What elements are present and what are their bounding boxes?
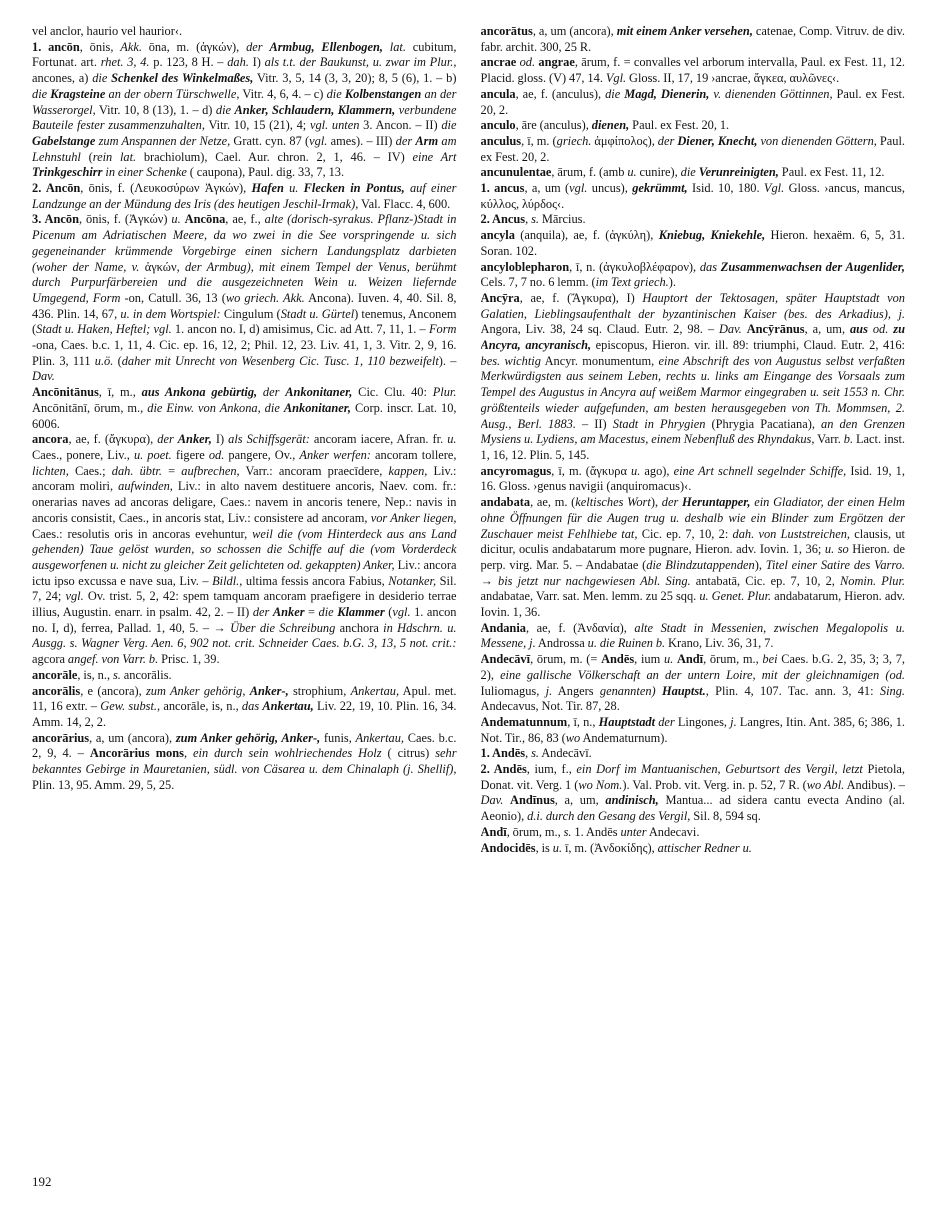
entry-ancorale: ancorāle, is, n., s. ancorālis. — [32, 667, 172, 682]
entry-anclo-continuation: vel anclor, haurio vel haurior‹. — [32, 24, 183, 38]
entry-ancyloblepharon: ancyloblepharon, ī, n. (ἀγκυλοβλέφαρον), das Zusammenwachsen der Augenlider, Cels. 7, 7 no. 6 lemm. (im Text griech.). — [480, 259, 905, 290]
entry-andi: Andī, ōrum, m., s. 1. Andēs unter Andecavi. — [480, 824, 700, 839]
entry-andecavi: Andecāvī, ōrum, m. (= Andēs, ium u. Andī, ōrum, m., bei Caes. b.G. 2, 35, 3; 3, 7, 2), eine gallische Völkerschaft an der untern Loire, mit der gleichnamigen (od. Iuliomagus, j. Angers genannten) Hauptst., Plin. 4, 107. Tac. ann. 3, 41: Sing. Andecavus, Not. Tir. 87, 28. — [480, 652, 905, 714]
entry-ancus-1: 1. ancus, a, um (vgl. uncus), gekrümmt, Isid. 10, 180. Vgl. Gloss. ›ancus, mancus, κύλλος, λύρδος‹. — [480, 181, 905, 211]
entry-andabata: andabata, ae, m. (keltisches Wort), der Heruntapper, ein Gladiator, der einen Helm ohne Öffnungen für die Augen trug u. deshalb wie ein Blinder zum Ergötzen der Zuschauer meist Fehlhiebe tat, Cic. ep. 7, 10, 2: dah. von Luststreichen, clausis, ut dicitur, oculis andabatarum more pugnare, Hieron. adv. Iovin. 1, 36; u. so Hieron. de perp. virg. Mar. 5. – Andabatae (die Blindzutappenden), Titel einer Satire des Varro. → bis jetzt nur nachgewiesen Abl. Sing. antabatā, Cic. ep. 7, 10, 2, Nomin. Plur. andabatae, Varr. sat. Men. lemm. zu 25 sqq. u. Genet. Plur. andabatarum, Hieron. adv. Iovin. 1, 36. — [480, 495, 905, 620]
entry-andes-1: 1. Andēs, s. Andecāvī. — [480, 746, 592, 761]
entry-andania: Andania, ae, f. (Ἀνδανία), alte Stadt in Messenien, zwischen Megalopolis u. Messene, j. Androssa u. die Ruinen b. Krano, Liv. 36, 31, 7. — [480, 620, 905, 651]
entry-anculo: anculo, āre (anculus), dienen, Paul. ex Fest. 20, 1. — [480, 118, 730, 133]
entry-ancoralis: ancorālis, e (ancora), zum Anker gehörig, Anker-, strophium, Ankertau, Apul. met. 11, 16 extr. – Gew. subst., ancorāle, is, n., das Ankertau, Liv. 22, 19, 10. Plin. 16, 34. Amm. 14, 2, 2. — [32, 683, 457, 729]
entry-ancora: ancora, ae, f. (ἄγκυρα), der Anker, I) als Schiffsgerät: ancoram iacere, Afran. fr. u. Caes., ponere, Liv., u. poet. figere od. pangere, Ov., Anker werfen: ancoram tollere, lichten, Caes.; dah. übtr. = aufbrechen, Varr.: ancoram praecīdere, kappen, Liv.: ancoram moliri, aufwinden, Liv.: in alto navem destituere ancoris, Naev. com. fr.: onerarias naves ad ancoras deligare, Caes.: navem in ancoris tenere, Nep.: navis in ancoris consistit, Caes., in ancoris stat, Liv.: consistere ad ancoram, vor Anker liegen, Caes.: resolutis oris in ancoras evehuntur, weil die (vom Hinterdeck aus ans Land gehenden) Taue gelöst wurden, so schossen die Schiffe auf die (vom Vorderdeck ausgeworfenen u. nicht zu gleicher Zeit gelichteten od. gekappten) Anker, Liv.: ancora ictu ipso excussa e nave sua, Liv. – Bildl., ultima fessis ancora Fabius, Notanker, Sil. 7, 24; vgl. Ov. trist. 5, 2, 42: spem tamquam ancoram praefigere in desiderio terrae illius, Augustin. enarr. in psalm. 42, 2. – II) der Anker = die Klammer (vgl. 1. ancon no. I, d), ferrea, Pallad. 1, 40, 5. – → Über die Schreibung anchora in Hdschrn. u. Ausgg. s. Wagner Verg. Aen. 6, 902 not. crit. Schneider Caes. b.G. 3, 13, 5 not. crit.: agcora angef. von Varr. b. Prisc. 1, 39. — [32, 432, 457, 667]
column-left — [32, 24, 457, 856]
entry-ancon-1: 1. ancōn, ōnis, Akk. ōna, m. (ἀγκών), der Armbug, Ellenbogen, lat. cubitum, Fortunat. art. rhet. 3, 4. p. 123, 8 H. – dah. I) als t.t. der Baukunst, u. zwar im Plur., ancones, a) die Schenkel des Winkelmaßes, Vitr. 3, 5, 14 (3, 3, 20); 8, 5 (6), 1. – b) die Kragsteine an der obern Türschwelle, Vitr. 4, 6, 4. – c) die Kolbenstangen an der Wasserorgel, Vitr. 10, 8 (13), 1. – d) die Anker, Schlaudern, Klammern, verbundene Bauteile fester zusammenzuhalten, Vitr. 10, 15 (21), 4; vgl. unten 3. Ancon. – II) die Gabelstange zum Anspannen der Netze, Gratt. cyn. 87 (vgl. ames). – III) der Arm am Lehnstuhl (rein lat. brachiolum), Cael. Aur. chron. 2, 1, 46. – IV) eine Art Trinkgeschirr in einer Schenke ( caupona), Paul. dig. 33, 7, 13. — [32, 39, 457, 180]
entry-ancula: ancula, ae, f. (anculus), die Magd, Dienerin, v. dienenden Göttinnen, Paul. ex Fest. 20, 2. — [480, 86, 905, 117]
entry-ancyla: ancyla (anquila), ae, f. (ἀγκύλη), Kniebug, Kniekehle, Hieron. hexaëm. 6, 5, 31. Soran. 102. — [480, 228, 905, 258]
entry-ancunulentae: ancunulentae, ārum, f. (amb u. cunire), die Verunreinigten, Paul. ex Fest. 11, 12. — [480, 165, 885, 180]
entry-andematunnum: Andematunnum, ī, n., Hauptstadt der Lingones, j. Langres, Itin. Ant. 385, 6; 386, 1. Not. Tir., 86, 83 (wo Andematurnum). — [480, 714, 905, 745]
page-number: 192 — [32, 1174, 52, 1189]
entry-ancyra: Ancȳra, ae, f. (Ἄγκυρα), I) Hauptort der Tektosagen, später Hauptstadt von Galatien, Lieblingsaufenthalt der byzantinischen Kaiser (bes. des Arkadius), j. Angora, Liv. 38, 24 sq. Claud. Eutr. 2, 98. – Dav. Ancȳrānus, a, um, aus od. zu Ancyra, ancyranisch, episcopus, Hieron. vir. ill. 89: triumphi, Claud. Eutr. 2, 416: bes. wichtig Ancyr. monumentum, eine Abschrift des von Augustus selbst verfaßten Merkwürdigsten aus seinem Leben, rechts u. links am Eingange des Vorsaals zum Tempel des Augustus in Ancyra auf weißem Marmor eingegraben u. seit 1553 n. Chr. größtenteils wieder aufgefunden, am besten herausgegeben von Th. Mommsen, 2. Ausg., Berl. 1883. – II) Stadt in Phrygien (Phrygia Pacatiana), an den Grenzen Mysiens u. Lydiens, am Macestus, einem Nebenfluß des Rhyndakus, Varr. b. Lact. inst. 1, 16, 12. Plin. 5, 145. — [480, 290, 905, 462]
entry-ancus-2: 2. Ancus, s. Mārcius. — [480, 212, 586, 227]
entry-ancyromagus: ancyromagus, ī, m. (ἄγκυρα u. ago), eine Art schnell segelnder Schiffe, Isid. 19, 1, 16. Gloss. ›genus navigii (anquiromacus)‹. — [480, 463, 905, 494]
entry-anconitanus: Ancōnitānus, ī, m., aus Ankona gebürtig, der Ankonitaner, Cic. Clu. 40: Plur. Ancōnitānī, ōrum, m., die Einw. von Ankona, die Ankonitaner, Corp. inscr. Lat. 10, 6006. — [32, 385, 457, 431]
entry-andes-2: 2. Andēs, ium, f., ein Dorf im Mantuanischen, Geburtsort des Vergil, letzt Pietola, Donat. vit. Verg. 1 (wo Nom.). Val. Prob. vit. Verg. in. p. 52, 7 R. (wo Abl. Andibus). – Dav. Andīnus, a, um, andinisch, Mantua... ad sidera cantu evecta Andino (al. Aeonio), d.i. durch den Gesang des Vergil, Sil. 8, 594 sq. — [480, 762, 905, 824]
entry-anculus: anculus, ī, m. (griech. ἀμφίπολος), der Diener, Knecht, von dienenden Göttern, Paul. ex Fest. 20, 2. — [480, 133, 905, 164]
column-right — [481, 24, 906, 856]
entry-ancorarius: ancorārius, a, um (ancora), zum Anker gehörig, Anker-, funis, Ankertau, Caes. b.c. 2, 9, 4. – Ancorārius mons, ein durch sein wohlriechendes Holz ( citrus) sehr bekanntes Gebirge in Mauretanien, südl. von Cäsarea u. dem Chinalaph (j. Shellif), Plin. 13, 95. Amm. 29, 5, 25. — [32, 730, 457, 792]
entry-ancoratus: ancorātus, a, um (ancora), mit einem Anker versehen, catenae, Comp. Vitruv. de div. fabr. archit. 300, 25 R. — [480, 24, 905, 54]
entry-ancrae: ancrae od. angrae, ārum, f. = convalles vel arborum intervalla, Paul. ex Fest. 11, 12. Placid. gloss. (V) 47, 14. Vgl. Gloss. II, 17, 19 ›ancrae, ἄγκεα, αυλῶνες‹. — [480, 55, 905, 86]
entry-andocides: Andocidēs, is u. ī, m. (Ἀνδοκίδης), attischer Redner u. — [480, 840, 752, 855]
entry-ancon-2: 2. Ancōn, ōnis, f. (Λευκοσύρων Ἀγκών), Hafen u. Flecken in Pontus, auf einer Landzunge an der Mündung des Iris (des heutigen Jeschil-Irmak), Val. Flacc. 4, 600. — [32, 181, 457, 211]
entry-ancon-3: 3. Ancōn, ōnis, f. (Ἀγκών) u. Ancōna, ae, f., alte (dorisch-syrakus. Pflanz-)Stadt in Picenum am Adriatischen Meere, da wo zwei in die See vorspringende u. sich gegeneinander krümmende Vorgebirge einen sichern Landungsplatz darbieten (woher der Name, v. ἀγκών, der Armbug), mit einem Tempel der Venus, berühmt durch Purpurfärbereien und die ausgezeichneten Wein u. Weizen liefernde Umgegend, Form -on, Catull. 36, 13 (wo griech. Akk. Ancona). Iuven. 4, 40. Sil. 8, 436. Plin. 14, 67, u. in dem Wortspiel: Cingulum (Stadt u. Gürtel) tenemus, Anconem (Stadt u. Haken, Heftel; vgl. 1. ancon no. I, d) amisimus, Cic. ad Att. 7, 11, 1. – Form -ona, Caes. b.c. 1, 11, 4. Cic. ep. 16, 12, 2; Phil. 12, 23. Liv. 41, 1, 3. Vitr. 2, 9, 16. Plin. 3, 111 u.ö. (daher mit Unrecht von Wesenberg Cic. Tusc. 1, 110 bezweifelt). – Dav. — [32, 212, 457, 384]
